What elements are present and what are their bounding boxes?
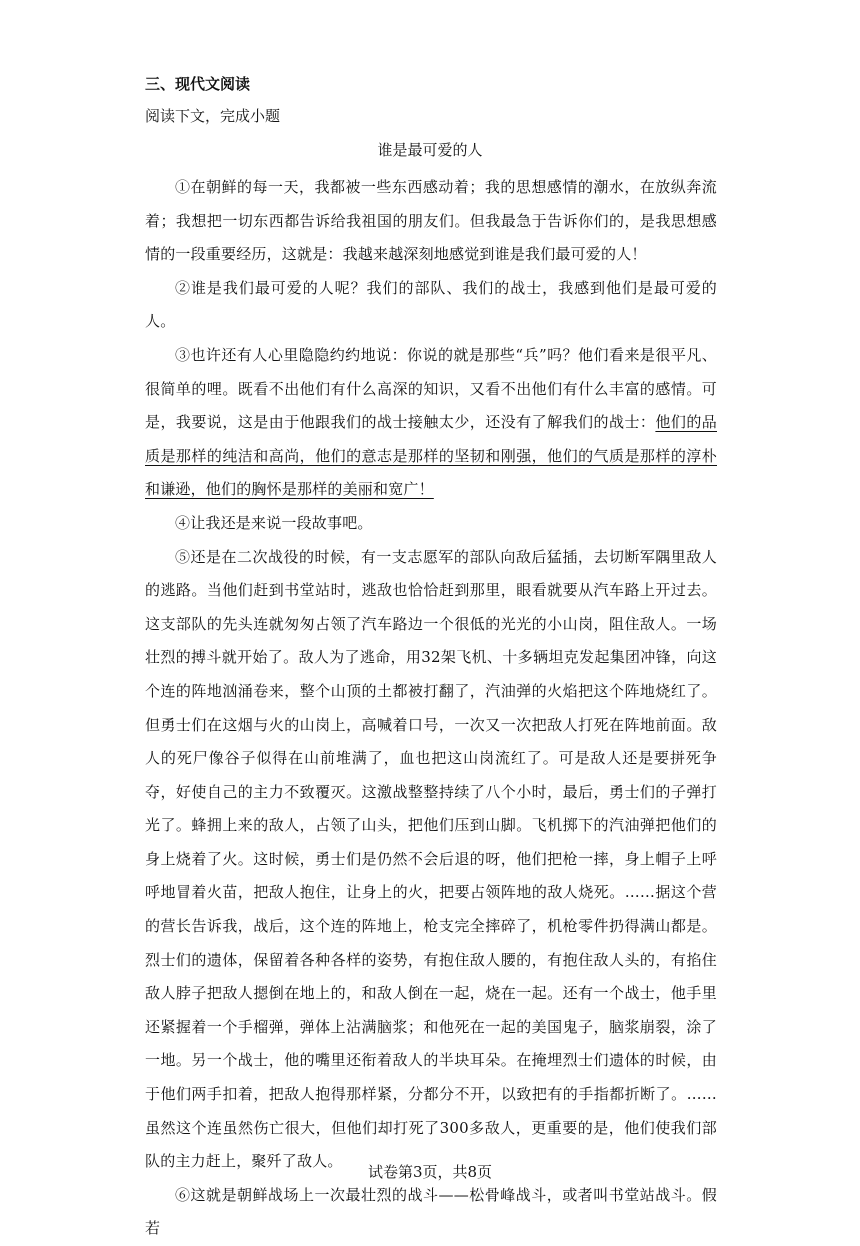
article-title: 谁是最可爱的人 xyxy=(377,141,483,159)
underlined-sentence: 他们的品质是那样的纯洁和高尚，他们的意志是那样的坚韧和刚强，他们的气质是那样的淳朴和谦逊，他们的胸怀是那样的美丽和宽广！ xyxy=(145,413,717,499)
paragraph-5: ⑤还是在二次战役的时候，有一支志愿军的部队向敌后猛插，去切断军隅里敌人的逃路。当他们赶到书堂站时，逃敌也恰恰赶到那里，眼看就要从汽车路上开过去。这支部队的先头连就匆匆占领了汽车路边一个很低的光光的小山岗，阻住敌人。一场壮烈的搏斗就开始了。敌人为了逃命，用32架飞机、十多辆坦克发起集团冲锋，向这个连的阵地汹涌卷来，整个山顶的土都被打翻了，汽油弹的火焰把这个阵地烧红了。但勇士们在这烟与火的山岗上，高喊着口号，一次又一次把敌人打死在阵地前面。敌人的死尸像谷子似得在山前堆满了，血也把这山岗流红了。可是敌人还是要拼死争夺，好使自己的主力不致覆灭。这激战整整持续了八个小时，最后，勇士们的子弹打光了。蜂拥上来的敌人，占领了山头，把他们压到山脚。飞机掷下的汽油弹把他们的身上烧着了火。这时候，勇士们是仍然不会后退的呀，他们把枪一摔，身上帽子上呼呼地冒着火苗，把敌人抱住，让身上的火，把要占领阵地的敌人烧死。……据这个营的营长告诉我，战后，这个连的阵地上，枪支完全摔碎了，机枪零件扔得满山都是。烈士们的遗体，保留着各种各样的姿势，有抱住敌人腰的，有抱住敌人头的，有掐住敌人脖子把敌人摁倒在地上的，和敌人倒在一起，烧在一起。还有一个战士，他手里还紧握着一个手榴弹，弹体上沾满脑浆；和他死在一起的美国鬼子，脑浆崩裂，涂了一地。另一个战士，他的嘴里还衔着敌人的半块耳朵。在掩埋烈士们遗体的时候，由于他们两手扣着，把敌人抱得那样紧，分都分不开，以致把有的手指都折断了。……虽然这个连虽然伤亡很大，但他们却打死了300多敌人，更重要的是，他们使我们部队的主力赶上，聚歼了敌人。 xyxy=(145,547,717,1171)
paragraph-3-text: ③也许还有人心里隐隐约约地说：你说的就是那些“兵”吗？他们看来是很平凡、很简单的哩。既看不出他们有什么高深的知识，又看不出他们有什么丰富的感情。可是，我要说，这是由于他跟我们的战士接触太少，还没有了解我们的战士： xyxy=(145,345,717,432)
paragraph-3 xyxy=(145,339,717,507)
section-heading: 三、现代文阅读 xyxy=(145,75,251,93)
paragraph-2: ②谁是我们最可爱的人呢？我们的部队、我们的战士，我感到他们是最可爱的人。 xyxy=(145,278,717,331)
paragraph-6: ⑥这就是朝鲜战场上一次最壮烈的战斗——松骨峰战斗，或者叫书堂站战斗。假若 xyxy=(145,1185,717,1238)
reading-instruction: 阅读下文，完成小题 xyxy=(145,107,281,125)
article-body xyxy=(145,171,717,1246)
paragraph-4: ④让我还是来说一段故事吧。 xyxy=(175,513,373,532)
page-footer: 试卷第3页，共8页 xyxy=(367,1163,493,1181)
paragraph-1: ①在朝鲜的每一天，我都被一些东西感动着；我的思想感情的潮水，在放纵奔流着；我想把一切东西都告诉给我祖国的朋友们。但我最急于告诉你们的，是我思想感情的一段重要经历，这就是：我越来越深刻地感觉到谁是我们最可爱的人！ xyxy=(145,178,717,264)
